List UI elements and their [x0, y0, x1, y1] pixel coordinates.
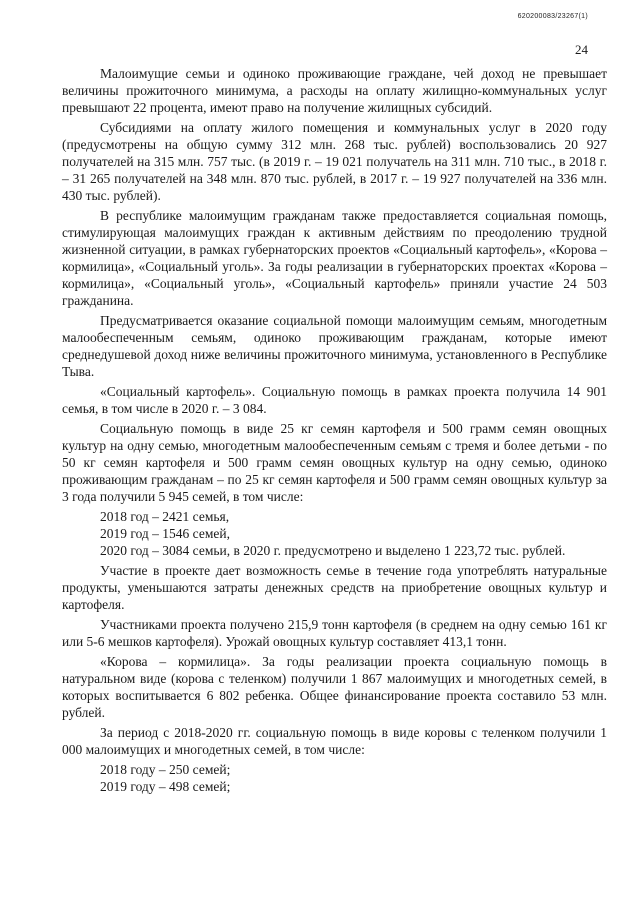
list-item: 2019 год – 1546 семей, [100, 526, 230, 541]
paragraph-potato-harvest: Участниками проекта получено 215,9 тонн картофеля (в среднем на одну семью 161 кг или 5-6 мешков картофеля). Урожай овощных культур составляет 413,1 тонн. [62, 617, 607, 649]
list-item: 2018 год – 2421 семья, [100, 509, 230, 524]
paragraph-cow-project: «Корова – кормилица». За годы реализации проекта социальную помощь в натуральном виде (корова с теленком) получили 1 867 малоимущих и многодетных семей, в которых воспитывается 6 802 ребенка. Общее финансирование проекта составило 53 млн. рублей. [62, 654, 607, 720]
list-item: 2019 году – 498 семей; [100, 779, 231, 794]
document-id: 620200083/23267(1) [517, 13, 588, 20]
paragraph-social-potato-details: Социальную помощь в виде 25 кг семян картофеля и 500 грамм семян овощных культур на одну семью, многодетным малообеспеченным семьям с тремя и более детьми - по 50 кг семян картофеля и 500 грамм семян овощных культур на одну семью, одиноко проживающим гражданам – по 25 кг семян картофеля и 500 грамм семян овощных культур за 3 года получили 5 945 семей, в том числе: [62, 421, 607, 504]
list-item: 2020 год – 3084 семьи, в 2020 г. предусмотрено и выделено 1 223,72 тыс. рублей. [100, 543, 566, 558]
cow-years-list [62, 761, 607, 795]
paragraph-social-assistance-provision: Предусматривается оказание социальной помощи малоимущим семьям, многодетным малообеспеченным семьям, одиноко проживающим гражданам, которые имеют среднедушевой доход ниже величины прожиточного минимума, установленного в Республике Тыва. [62, 313, 607, 379]
paragraph-governor-projects: В республике малоимущим гражданам также предоставляется социальная помощь, стимулирующая малоимущих граждан к активным действиям по преодолению трудной жизненной ситуации, в рамках губернаторских проектов «Социальный картофель», «Корова – кормилица», «Социальный уголь». За годы реализации в губернаторских проектах «Корова – кормилица», «Социальный уголь», «Социальный картофель» приняли участие 24 503 гражданина. [62, 208, 607, 308]
page-number: 24 [575, 42, 588, 57]
list-item: 2018 году – 250 семей; [100, 762, 231, 777]
document-body [62, 65, 607, 795]
paragraph-housing-subsidies-recipients: Субсидиями на оплату жилого помещения и коммунальных услуг в 2020 году (предусмотрены на общую сумму 312 млн. 268 тыс. рублей) воспользовались 20 927 получателей на 315 млн. 757 тыс. (в 2019 г. – 19 021 получатель на 311 млн. 710 тыс., в 2018 г. – 31 265 получателей на 348 млн. 870 тыс. рублей, в 2017 г. – 19 927 получателей на 336 млн. 430 тыс. рублей). [62, 120, 607, 203]
paragraph-housing-subsidies-eligibility: Малоимущие семьи и одиноко проживающие граждане, чей доход не превышает величины прожиточного минимума, а расходы на оплату жилищно-коммунальных услуг превышают 22 процента, имеют право на получение жилищных субсидий. [62, 66, 607, 115]
potato-years-list [62, 508, 607, 559]
paragraph-cow-period: За период с 2018-2020 гг. социальную помощь в виде коровы с теленком получили 1 000 малоимущих и многодетных семей, в том числе: [62, 725, 607, 757]
paragraph-project-benefits: Участие в проекте дает возможность семье в течение года употреблять натуральные продукты, уменьшаются затраты денежных средств на приобретение овощных культур и картофеля. [62, 563, 607, 612]
paragraph-social-potato-intro: «Социальный картофель». Социальную помощь в рамках проекта получила 14 901 семья, в том числе в 2020 г. – 3 084. [62, 384, 607, 416]
